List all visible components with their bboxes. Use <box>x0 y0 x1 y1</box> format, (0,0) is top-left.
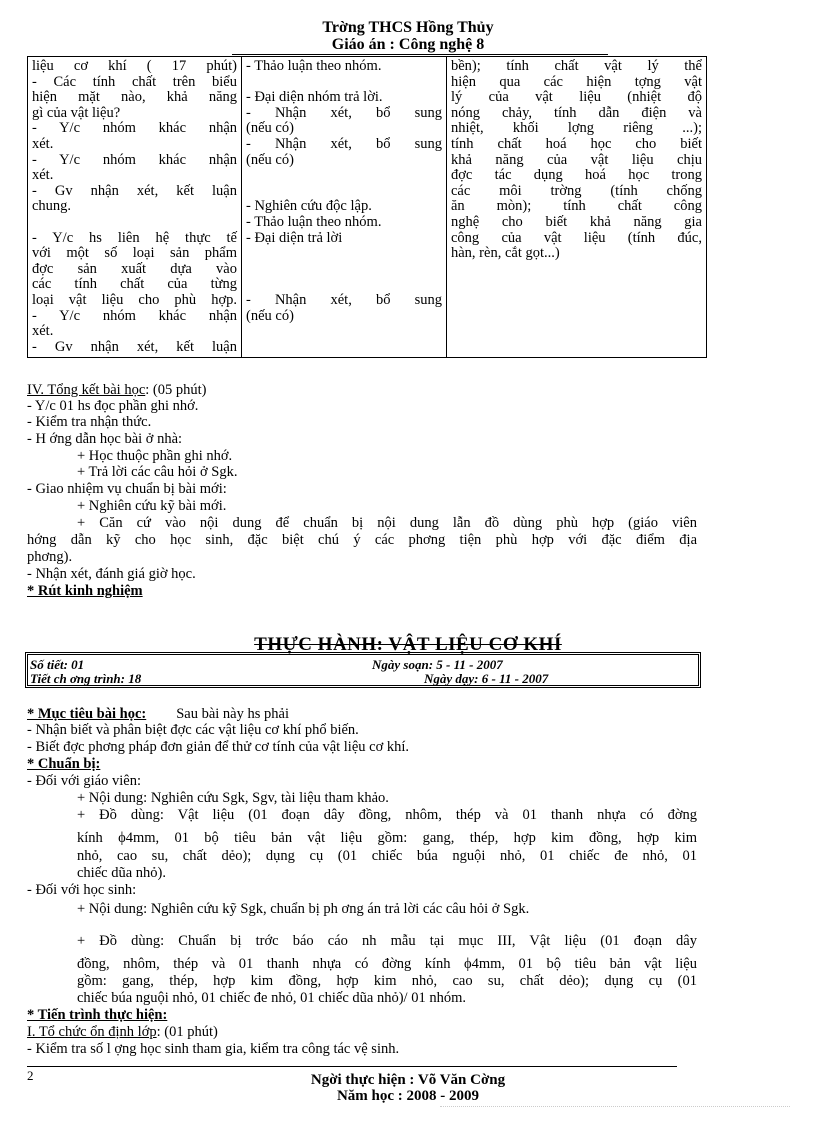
summary-wrap: phơng). <box>27 549 73 565</box>
table-cell-line: chung. <box>32 198 72 215</box>
content-column <box>447 57 707 358</box>
footer-divider <box>27 1066 677 1067</box>
table-cell-line: khả năng của vật liệu chịu <box>451 151 702 168</box>
process-org: I. Tổ chức ổn định lớp: (01 phút) <box>27 1024 218 1040</box>
activity-table <box>27 56 707 358</box>
table-cell-line: công của vật liệu (tính đúc, <box>451 229 702 246</box>
lesson-title: THỰC HÀNH: VẬT LIỆU CƠ KHÍ <box>254 634 562 655</box>
prep-student-materials-wrap: gồm: gang, thép, hợp kim đồng, hợp kim nhỏ, cao su, chất dẻo); dụng cụ (01 <box>77 973 697 989</box>
review-heading: * Rút kinh nghiệm <box>27 583 143 599</box>
summary-final: - Nhận xét, đánh giá giờ học. <box>27 566 196 582</box>
teaching-date: Ngày dạy: 6 - 11 - 2007 <box>424 671 549 686</box>
summary-subline: + Căn cứ vào nội dung để chuẩn bị nội dung lẫn đồ dùng phù hợp (giáo viên <box>77 515 697 531</box>
prep-teacher: - Đối với giáo viên: <box>27 773 141 789</box>
table-cell-line: (nếu có) <box>246 307 294 324</box>
header-divider <box>232 54 608 55</box>
table-cell-line: - Thảo luận theo nhóm. <box>246 213 382 230</box>
table-cell-line: xét. <box>32 323 54 340</box>
footer-year: Năm học : 2008 - 2009 <box>336 1088 480 1104</box>
objective-line: - Nhận biết và phân biệt đợc các vật liệu cơ khí phổ biến. <box>27 722 359 738</box>
table-cell-line: - Y/c nhóm khác nhận <box>32 120 237 137</box>
summary-line: - Y/c 01 hs đọc phần ghi nhớ. <box>27 398 199 414</box>
prep-student-materials-wrap: đồng, nhôm, thép và 01 thanh nhựa có đờng kính ϕ4mm, 01 bộ tiêu bản vật liệu <box>77 956 697 972</box>
student-activity-column <box>242 57 447 358</box>
table-cell-line: lý của vật liệu (nhiệt độ <box>451 89 702 106</box>
program-lesson-number: Tiết ch ơng trình: 18 <box>30 671 142 686</box>
table-cell-line: - Nhận xét, bổ sung <box>246 135 442 152</box>
table-cell-line <box>246 246 442 262</box>
teacher-activity-column <box>28 57 242 358</box>
table-cell-line: nhiệt, khối lợng riêng ...); <box>451 120 702 137</box>
process-check: - Kiểm tra số l ợng học sinh tham gia, kiểm tra công tác vệ sinh. <box>27 1041 400 1057</box>
table-cell-line: (nếu có) <box>246 151 294 168</box>
prep-student: - Đối với học sinh: <box>27 882 137 898</box>
table-cell-line: nghệ cho biết khả năng gia <box>451 213 702 230</box>
prepared-date: Ngày soạn: 5 - 11 - 2007 <box>372 657 503 672</box>
subject-title: Giáo án : Công nghệ 8 <box>331 36 485 53</box>
page-number: 2 <box>27 1068 34 1083</box>
summary-heading: IV. Tổng kết bài học: (05 phút) <box>27 382 207 398</box>
prep-student-materials: + Đồ dùng: Chuẩn bị trớc báo cáo nh mẫu tại mục III, Vật liệu (01 đoạn dây <box>77 933 697 949</box>
table-cell-line: đợc tác dụng hoá học trong <box>451 167 702 184</box>
table-cell-line: - Y/c hs liên hệ thực tế <box>32 229 237 246</box>
process-heading: * Tiến trình thực hiện: <box>27 1007 168 1023</box>
table-cell-line: loại vật liệu cho phù hợp. <box>32 291 237 308</box>
table-cell-line <box>246 184 442 200</box>
table-cell-line: bền); tính chất vật lý thể <box>451 58 702 74</box>
table-cell-line: tính chất hoá học cho biết <box>451 135 702 152</box>
footer-dots <box>440 1106 790 1107</box>
table-cell-line: - Y/c nhóm khác nhận <box>32 307 237 324</box>
table-cell-line <box>246 277 442 293</box>
table-cell-line: - Nhận xét, bổ sung <box>246 104 442 121</box>
summary-wrap: hớng dẫn kỹ cho học sinh, đặc biệt chú ý các phơng tiện phù hợp với đặc điểm địa <box>27 532 697 548</box>
prep-teacher-materials: + Đồ dùng: Vật liệu (01 đoạn dây đồng, nhôm, thép và 01 thanh nhựa có đờng <box>77 807 697 823</box>
table-cell-line: các môi trờng (tính chống <box>451 182 702 199</box>
footer-author: Ngời thực hiện : Võ Văn Cờng <box>310 1072 506 1088</box>
objectives-heading: * Mục tiêu bài học: Sau bài này hs phải <box>27 706 289 722</box>
table-cell-line: (nếu có) <box>246 120 294 137</box>
summary-line: - H ớng dẫn học bài ở nhà: <box>27 431 183 447</box>
table-cell-line <box>32 215 237 231</box>
prep-student-materials-wrap: chiếc búa nguội nhỏ, 01 chiếc đe nhỏ, 01 chiếc dũa nhỏ)/ 01 nhóm. <box>77 990 466 1006</box>
table-cell-line: hiện qua các hiện tợng vật <box>451 73 702 90</box>
table-cell-line: - Y/c nhóm khác nhận <box>32 151 237 168</box>
table-cell-line <box>246 168 442 184</box>
table-cell-line: hiện mặt nào, khả năng <box>32 89 237 106</box>
table-cell-line <box>246 262 442 278</box>
objective-line: - Biết đợc phơng pháp đơn giản để thử cơ tính của vật liệu cơ khí. <box>27 739 410 755</box>
prep-teacher-materials-wrap: chiếc dũa nhỏ). <box>77 865 166 881</box>
prep-student-content: + Nội dung: Nghiên cứu kỹ Sgk, chuẩn bị ph ơng án trả lời các câu hỏi ở Sgk. <box>77 901 530 917</box>
table-cell-line: liệu cơ khí ( 17 phút) <box>32 58 237 74</box>
table-cell-line: - Thảo luận theo nhóm. <box>246 58 382 74</box>
table-cell-line: gì của vật liệu? <box>32 104 121 121</box>
summary-line: - Kiểm tra nhận thức. <box>27 414 152 430</box>
table-cell-line: - Gv nhận xét, kết luận <box>32 338 237 355</box>
summary-subline: + Nghiên cứu kỹ bài mới. <box>77 498 227 514</box>
table-cell-line <box>246 75 442 91</box>
table-cell-line: ăn mòn); tính chất công <box>451 198 702 215</box>
table-cell-line: - Đại diện nhóm trả lời. <box>246 89 383 106</box>
prep-teacher-materials-wrap: kính ϕ4mm, 01 bộ tiêu bản vật liệu gồm: gang, thép, hợp kim đồng, hợp kim <box>77 830 697 846</box>
summary-subline: + Học thuộc phần ghi nhớ. <box>77 448 233 464</box>
table-cell-line: - Các tính chất trên biểu <box>32 73 237 90</box>
summary-task: - Giao nhiệm vụ chuẩn bị bài mới: <box>27 481 227 497</box>
table-cell-line: xét. <box>32 135 54 152</box>
lesson-number: Số tiết: 01 <box>30 657 85 672</box>
table-cell-line: các tính chất của từng <box>32 276 237 293</box>
summary-subline: + Trả lời các câu hỏi ở Sgk. <box>77 464 238 480</box>
prep-teacher-materials-wrap: nhỏ, cao su, chất dẻo); dụng cụ (01 chiếc búa nguội nhỏ, 01 chiếc đe nhỏ, 01 <box>77 848 697 864</box>
table-cell-line: với một số loại sản phẩm <box>32 245 237 262</box>
table-cell-line: - Gv nhận xét, kết luận <box>32 182 237 199</box>
table-cell-line: đợc sản xuất dựa vào <box>32 260 237 277</box>
table-cell-line: - Đại diện trả lời <box>246 229 343 246</box>
table-cell-line: - Nghiên cứu độc lập. <box>246 198 372 215</box>
table-cell-line: xét. <box>32 167 54 184</box>
table-cell-line: - Nhận xét, bổ sung <box>246 291 442 308</box>
prep-teacher-content: + Nội dung: Nghiên cứu Sgk, Sgv, tài liệu tham khảo. <box>77 790 389 806</box>
table-cell-line: nóng chảy, tính dẫn điện và <box>451 104 702 121</box>
prep-heading: * Chuẩn bị: <box>27 756 101 772</box>
school-name: Trờng THCS Hồng Thủy <box>322 19 494 36</box>
table-cell-line: hàn, rèn, cắt gọt...) <box>451 245 560 262</box>
